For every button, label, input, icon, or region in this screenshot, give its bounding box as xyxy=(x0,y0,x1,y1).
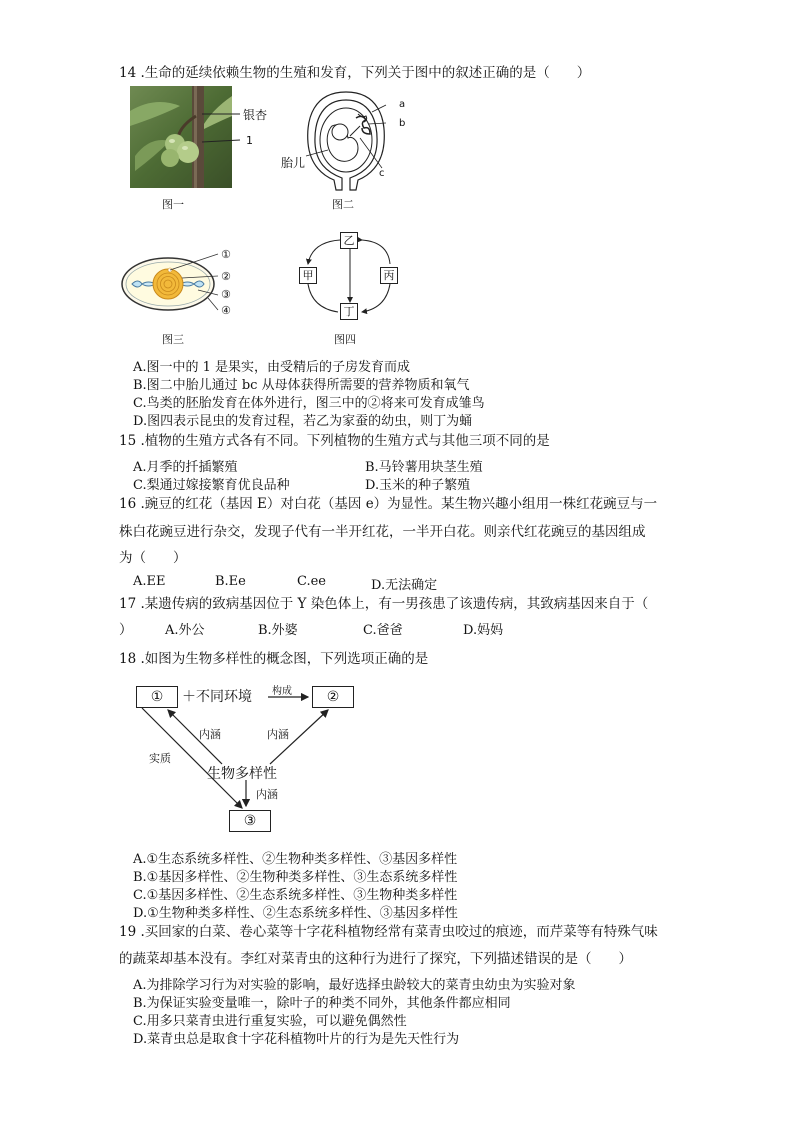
q19-option-b[interactable]: B.为保证实验变量唯一，除叶子的种类不同外，其他条件都应相同 xyxy=(133,996,511,1011)
fig2-caption: 图二 xyxy=(332,198,354,211)
fig3-label-1: ① xyxy=(221,248,231,261)
fig1-caption: 图一 xyxy=(162,198,184,211)
q18-label-connotation-down: 内涵 xyxy=(256,788,278,801)
q17-option-c[interactable]: C.爸爸 xyxy=(363,623,403,638)
q18-label-connotation-right: 内涵 xyxy=(267,728,289,741)
q14-option-a[interactable]: A.图一中的 1 是果实，由受精后的子房发育而成 xyxy=(133,360,411,375)
q18-stem: 18 .如图为生物多样性的概念图，下列选项正确的是 xyxy=(119,651,429,667)
q17-option-a[interactable]: A.外公 xyxy=(165,623,205,638)
q18-box-3: ③ xyxy=(229,810,271,832)
fig4-node-bing: 丙 xyxy=(380,267,398,284)
q17-option-b[interactable]: B.外婆 xyxy=(258,623,298,638)
q15-stem: 15 .植物的生殖方式各有不同。下列植物的生殖方式与其他三项不同的是 xyxy=(119,433,550,449)
q18-label-constitute: 构成 xyxy=(272,686,292,697)
q18-box-1: ① xyxy=(136,686,178,708)
q15-option-c[interactable]: C.梨通过嫁接繁育优良品种 xyxy=(133,478,290,493)
q16-option-b[interactable]: B.Ee xyxy=(215,574,246,589)
fig2-label-b: b xyxy=(399,118,406,129)
q18-center-biodiversity: 生物多样性 xyxy=(207,766,277,782)
q16-option-c[interactable]: C.ee xyxy=(297,574,327,589)
q18-option-a[interactable]: A.①生态系统多样性、②生物种类多样性、③基因多样性 xyxy=(133,852,458,867)
q14-option-d[interactable]: D.图四表示昆虫的发育过程，若乙为家蚕的幼虫，则丁为蛹 xyxy=(133,414,473,429)
fig3-egg-diagram xyxy=(118,248,220,314)
fig2-label-c: c xyxy=(379,168,385,179)
q16-line2: 株白花豌豆进行杂交，发现子代有一半开红花，一半开白花。则亲代红花豌豆的基因组成 xyxy=(119,524,646,540)
fig2-label-fetus: 胎儿 xyxy=(281,156,306,170)
fig3-label-4: ④ xyxy=(221,304,231,317)
fig2-label-a: a xyxy=(399,99,406,110)
fig3-label-2: ② xyxy=(221,270,231,283)
q18-box-2: ② xyxy=(312,686,354,708)
q16-option-d[interactable]: D.无法确定 xyxy=(371,578,438,593)
q14-option-b[interactable]: B.图二中胎儿通过 bc 从母体获得所需要的营养物质和氧气 xyxy=(133,378,470,393)
q15-option-a[interactable]: A.月季的扦插繁殖 xyxy=(133,460,238,475)
q16-option-a[interactable]: A.EE xyxy=(133,574,166,589)
q18-plus-env: ＋不同环境 xyxy=(182,689,252,705)
q17-line1: 17 .某遗传病的致病基因位于 Y 染色体上，有一男孩患了该遗传病，其致病基因来自于（ xyxy=(119,596,649,612)
fig1-label-ginkgo: 银杏 xyxy=(243,108,268,122)
fig2-uterus-diagram xyxy=(302,88,390,192)
q18-option-d[interactable]: D.①生物种类多样性、②生态系统多样性、③基因多样性 xyxy=(133,906,458,921)
q17-line2-paren: ） xyxy=(119,622,133,638)
q17-option-d[interactable]: D.妈妈 xyxy=(463,623,504,638)
q14-option-c[interactable]: C.鸟类的胚胎发育在体外进行，图三中的②将来可发育成雏鸟 xyxy=(133,396,485,411)
q18-label-connotation-left: 内涵 xyxy=(199,728,221,741)
q18-label-essence: 实质 xyxy=(149,752,171,765)
fig3-caption: 图三 xyxy=(162,333,184,346)
fig1-label-1: 1 xyxy=(246,134,253,147)
q19-line1: 19 .买回家的白菜、卷心菜等十字花科植物经常有菜青虫咬过的痕迹，而芹菜等有特殊气味 xyxy=(119,924,658,940)
q14-stem: 14 .生命的延续依赖生物的生殖和发育，下列关于图中的叙述正确的是（ ） xyxy=(119,65,591,81)
q15-option-b[interactable]: B.马铃薯用块茎生殖 xyxy=(365,460,483,475)
fig4-node-jia: 甲 xyxy=(299,267,317,284)
q18-option-c[interactable]: C.①基因多样性、②生态系统多样性、③生物种类多样性 xyxy=(133,888,458,903)
fig4-caption: 图四 xyxy=(334,333,356,346)
q18-option-b[interactable]: B.①基因多样性、②生物种类多样性、③生态系统多样性 xyxy=(133,870,458,885)
fig4-node-yi: 乙 xyxy=(340,232,358,249)
q19-option-a[interactable]: A.为排除学习行为对实验的影响，最好选择虫龄较大的菜青虫幼虫为实验对象 xyxy=(133,978,576,993)
fig3-label-3: ③ xyxy=(221,288,231,301)
q15-option-d[interactable]: D.玉米的种子繁殖 xyxy=(365,478,471,493)
q19-option-c[interactable]: C.用多只菜青虫进行重复实验，可以避免偶然性 xyxy=(133,1014,407,1029)
q16-line3: 为（ ） xyxy=(119,550,187,566)
q19-line2: 的蔬菜却基本没有。李红对菜青虫的这种行为进行了探究，下列描述错误的是（ ） xyxy=(119,951,632,967)
q16-line1: 16 .豌豆的红花（基因 E）对白花（基因 e）为显性。某生物兴趣小组用一株红花豌豆与一 xyxy=(119,496,658,512)
fig1-leader-lines xyxy=(200,108,242,148)
q19-option-d[interactable]: D.菜青虫总是取食十字花科植物叶片的行为是先天性行为 xyxy=(133,1032,460,1047)
fig4-node-ding: 丁 xyxy=(340,303,358,320)
